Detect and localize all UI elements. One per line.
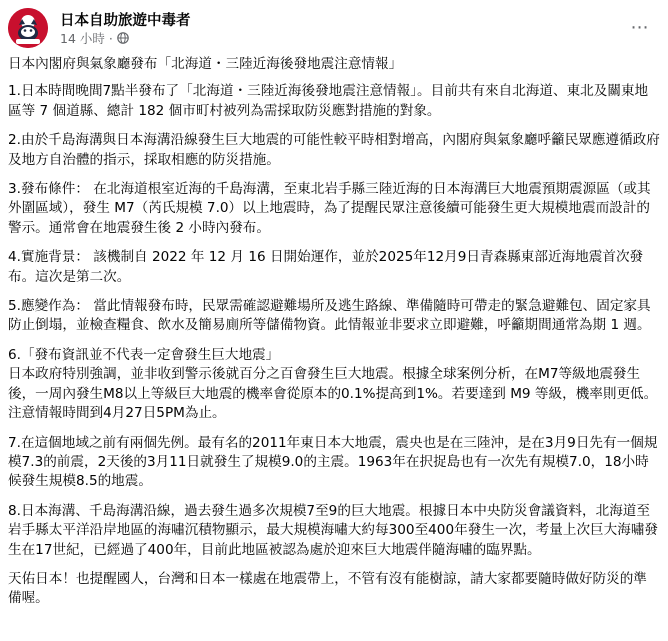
post-meta (60, 29, 129, 47)
post-paragraph-5: 5.應變作為： 當此情報發布時，民眾需確認避難場所及逃生路線、準備隨時可帶走的緊急避難包、固定家具防止倒塌，並檢查糧食、飲水及簡易廁所等儲備物資。此情報並非要求立即避難，呼籲期間通常為期 1 週。 (8, 298, 651, 334)
post-title: 日本內閣府與氣象廳發布「北海道・三陸近海後發地震注意情報」 (8, 56, 403, 72)
post-paragraph-2: 2.由於千島海溝與日本海溝沿線發生巨大地震的可能性較平時相對增高，內閣府與氣象廳呼籲民眾應遵循政府及地方自治體的指示，採取相應的防災措施。 (8, 132, 660, 168)
post-paragraph-7: 7.在這個地域之前有兩個先例。最有名的2011年東日本大地震，震央也是在三陸沖，是在3月9日先有一個規模7.3的前震，2天後的3月11日就發生了規模9.0的主震。1963年在択捉島也有一次先有規模7.0，18小時候發生規模8.5的地震。 (8, 434, 658, 490)
post-timestamp-link[interactable]: 14 小時 (60, 31, 105, 46)
post-paragraph-6-text: 日本政府特別強調，並非收到警示後就百分之百會發生巨大地震。根據全球案例分析，在M7等級地震發生後，一周內發生M8以上等級巨大地震的機率會從原本的0.1%提高到1%。若要達到 M9 等級，機率則更低。注意情報時間到4月27日5PM為止。 (8, 366, 658, 422)
page-name-link[interactable]: 日本自助旅遊中毒者 (60, 13, 191, 29)
page-avatar-icon[interactable] (8, 8, 48, 48)
post-paragraph-1: 1.日本時間晚間7點半發布了「北海道・三陸近海後發地震注意情報」。目前共有來自北海道、東北及關東地區等 7 個道縣、總計 182 個市町村被列為需採取防災應對措施的對象。 (8, 83, 649, 119)
post-paragraph-8: 8.日本海溝、千島海溝沿線，過去發生過多次規模7至9的巨大地震。根據日本中央防災會議資料，北海道至岩手縣太平洋沿岸地區的海嘯沉積物顯示，最大規模海嘯大約每300至400年發生一次，考量上次巨大海嘯發生在17世紀，已經過了400年，目前此地區被認為處於迎來巨大地震伴隨海嘯的臨界點。 (8, 502, 659, 558)
globe-icon[interactable] (117, 32, 129, 44)
meta-separator: · (108, 30, 113, 46)
post-body (8, 55, 660, 619)
post-paragraph-4: 4.實施背景： 該機制自 2022 年 12 月 16 日開始運作，並於2025年12月9日青森縣東部近海地震首次發布。這次是第二次。 (8, 249, 644, 285)
post-paragraph-3: 3.發布條件： 在北海道根室近海的千島海溝，至東北岩手縣三陸近海的日本海溝巨大地震預期震源區（或其外圍區域），發生 M7（芮氏規模 7.0）以上地震時，為了提醒民眾注意後續可能發生更大規模地震而設計的警示。通常會在地震發生後 2 小時內發布。 (8, 181, 651, 236)
post-closing: 天佑日本！也提醒國人，台灣和日本一樣處在地震帶上，不管有沒有能樹諒，請大家都要隨時做好防災的準備喔。 (8, 570, 647, 607)
post-paragraph-6 (8, 346, 660, 424)
post-paragraph-6-heading: 6.「發布資訊並不代表一定會發生巨大地震」 (8, 346, 280, 363)
post-header (8, 8, 658, 48)
more-options-icon[interactable]: ⋯ (630, 17, 650, 38)
